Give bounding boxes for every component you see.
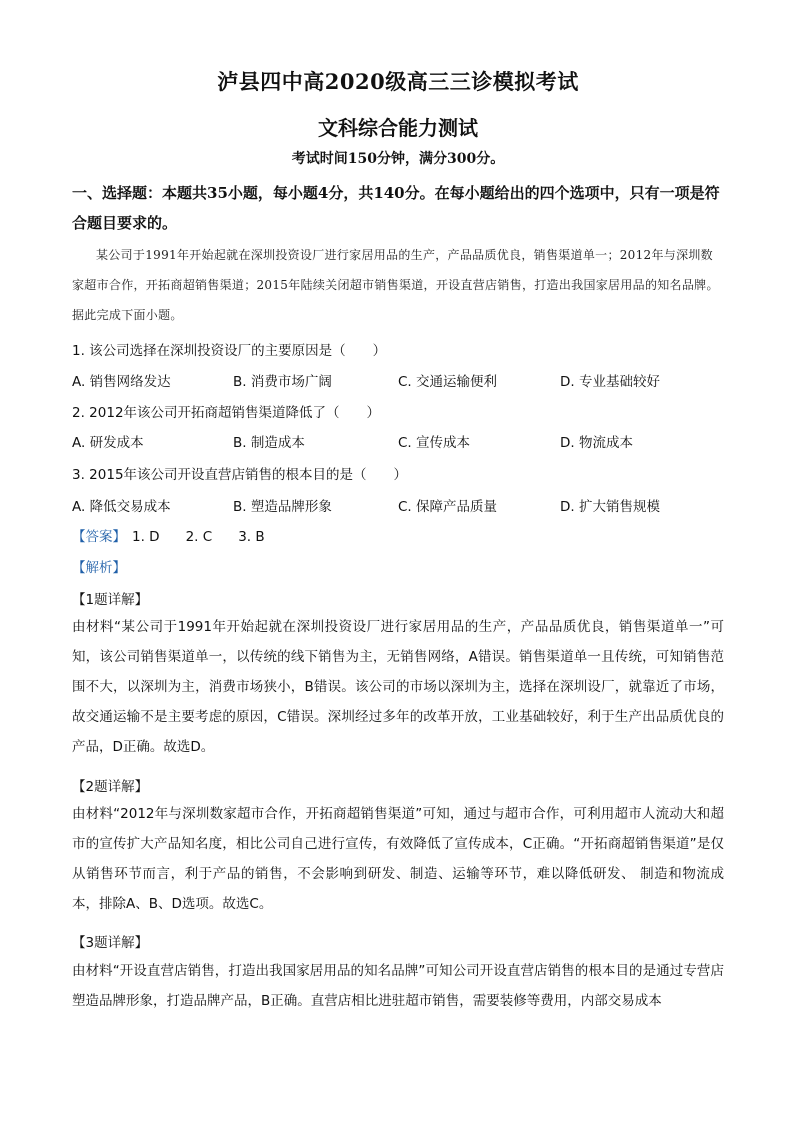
material-passage <box>72 240 724 330</box>
detail-1-heading: 【1题详解】 <box>72 592 149 608</box>
material-text: 某公司于1991年开始起就在深圳投资设厂进行家居用品的生产，产品品质优良，销售渠道单一；2012年与深圳数家超市合作，开拓商超销售渠道；2015年陆续关闭超市销售渠道，开设直营店销售，打造出我国家居用品的知名品牌。据此完成下面小题。 <box>72 248 719 322</box>
detail-2-body <box>72 799 724 919</box>
q2-option-c: C. 宣传成本 <box>398 435 471 451</box>
detail-3-text: 由材料“开设直营店销售，打造出我国家居用品的知名品牌”可知公司开设直营店销售的根本目的是通过专营店塑造品牌形象，打造品牌产品，B正确。直营店相比进驻超市销售，需要装修等费用，内部交易成本 <box>72 963 724 1009</box>
exam-info: 考试时间150分钟，满分300分。 <box>291 151 505 167</box>
q3-option-d: D. 扩大销售规模 <box>560 499 660 515</box>
q3-option-c: C. 保障产品质量 <box>398 499 498 515</box>
q1-option-d: D. 专业基础较好 <box>560 374 660 390</box>
q1-option-c: C. 交通运输便利 <box>398 374 498 390</box>
q2-option-a: A. 研发成本 <box>72 435 144 451</box>
question-2-stem: 2. 2012年该公司开拓商超销售渠道降低了（ ） <box>72 405 381 421</box>
detail-1-text: 由材料“某公司于1991年开始起就在深圳投资设厂进行家居用品的生产，产品品质优良，销售渠道单一”可知，该公司销售渠道单一，以传统的线下销售为主，无销售网络，A错误。销售渠道单一且传统，可知销售范围不大，以深圳为主，消费市场狭小，B错误。该公司的市场以深圳为主，选择在深圳设厂，就靠近了市场，故交通运输不是主要考虑的原因，C错误。深圳经过多年的改革开放，工业基础较好，利于生产出品质优良的产品，D正确。故选D。 <box>72 619 724 755</box>
section-heading: 一、选择题：本题共35小题，每小题4分，共140分。在每小题给出的四个选项中，只有一项是符合题目要求的。 <box>72 184 720 232</box>
q1-option-a: A. 销售网络发达 <box>72 374 171 390</box>
detail-3-body <box>72 956 724 1016</box>
q3-option-b: B. 塑造品牌形象 <box>233 499 332 515</box>
exam-subtitle: 文科综合能力测试 <box>318 116 478 140</box>
answer-values <box>132 529 291 545</box>
detail-2-heading: 【2题详解】 <box>72 779 149 795</box>
answer-label: 【答案】 <box>72 529 126 545</box>
analysis-label: 【解析】 <box>72 560 126 576</box>
question-1-stem: 1. 该公司选择在深圳投资设厂的主要原因是（ ） <box>72 343 387 359</box>
detail-2-text: 由材料“2012年与深圳数家超市合作，开拓商超销售渠道”可知，通过与超市合作，可利用超市人流动大和超市的宣传扩大产品知名度，相比公司自己进行宣传，有效降低了宣传成本，C正确。“开拓商超销售渠道”是仅从销售环节而言，利于产品的销售，不会影响到研发、制造、运输等环节，难以降低研发、 制造和物流成本，排除A、B、D选项。故选C。 <box>72 806 724 912</box>
q3-option-a: A. 降低交易成本 <box>72 499 171 515</box>
answer-2: 2. C <box>185 529 213 545</box>
detail-3-heading: 【3题详解】 <box>72 935 149 951</box>
q2-option-b: B. 制造成本 <box>233 435 305 451</box>
question-3-stem: 3. 2015年该公司开设直营店销售的根本目的是（ ） <box>72 467 408 483</box>
answer-line <box>72 525 291 545</box>
answer-3: 3. B <box>238 529 265 545</box>
detail-1-body <box>72 612 724 762</box>
answer-1: 1. D <box>132 529 160 545</box>
q2-option-d: D. 物流成本 <box>560 435 633 451</box>
q1-option-b: B. 消费市场广阔 <box>233 374 332 390</box>
exam-title: 泸县四中高2020级高三三诊模拟考试 <box>217 69 579 94</box>
